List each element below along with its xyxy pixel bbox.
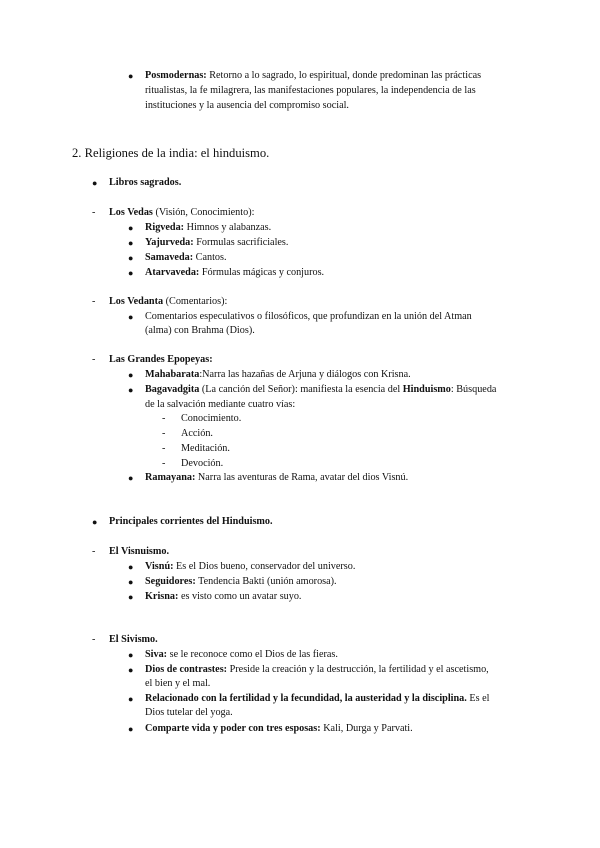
bullet-icon: ● xyxy=(92,517,98,527)
corrientes-title: Principales corrientes del Hinduismo. xyxy=(109,516,273,527)
bullet-icon: ● xyxy=(128,473,134,483)
item-term: Bagavadgita xyxy=(145,384,200,395)
sivismo-heading xyxy=(109,632,158,647)
contrastes-line-1 xyxy=(145,662,489,677)
bullet-icon: ● xyxy=(128,385,134,395)
item-term: Visnú: xyxy=(145,561,174,572)
list-item xyxy=(145,235,288,250)
vedanta-desc: (Comentarios): xyxy=(163,296,228,307)
vedanta-line-2: (alma) con Brahma (Dios). xyxy=(145,325,255,336)
item-term: Mahabarata xyxy=(145,369,200,380)
section-heading: 2. Religiones de la india: el hinduismo. xyxy=(72,146,270,160)
relacionado-line-2: Dios tutelar del yoga. xyxy=(145,707,233,718)
corrientes-heading xyxy=(109,514,273,529)
esposas-item xyxy=(145,721,413,736)
dash-icon: - xyxy=(162,458,166,469)
vedas-desc: (Visión, Conocimiento): xyxy=(152,207,255,218)
posmodernas-line-1 xyxy=(145,68,481,83)
dash-icon: - xyxy=(92,207,96,218)
bullet-icon: ● xyxy=(128,370,134,380)
item-term: Seguidores: xyxy=(145,576,196,587)
sivismo-title: El Sivismo. xyxy=(109,634,158,645)
vedanta-title: Los Vedanta xyxy=(109,296,164,307)
list-item: Devoción. xyxy=(181,458,224,469)
posmodernas-line-3: instituciones y la ausencia del compromiso social. xyxy=(145,100,349,111)
bullet-icon: ● xyxy=(128,650,134,660)
epopeyas-title: Las Grandes Epopeyas: xyxy=(109,354,213,365)
item-text: Tendencia Bakti (unión amorosa). xyxy=(195,576,337,587)
list-item xyxy=(145,250,227,265)
dash-icon: - xyxy=(92,296,96,307)
bagavadgita-line-2: de la salvación mediante cuatro vías: xyxy=(145,399,296,410)
list-item: Acción. xyxy=(181,428,213,439)
item-text: Kali, Durga y Parvati. xyxy=(320,723,413,734)
epopeyas-heading xyxy=(109,352,213,367)
item-text: Himnos y alabanzas. xyxy=(184,222,272,233)
posmodernas-term: Posmodernas: xyxy=(145,70,207,81)
item-text: : Búsqueda xyxy=(450,384,497,395)
dash-icon: - xyxy=(92,634,96,645)
item-text: se le reconoce como el Dios de las fieras. xyxy=(167,649,338,660)
item-text: es visto como un avatar suyo. xyxy=(178,591,302,602)
item-term: Yajurveda: xyxy=(145,237,194,248)
list-item: Conocimiento. xyxy=(181,413,242,424)
mahabarata-item xyxy=(145,367,411,382)
bullet-icon: ● xyxy=(128,665,134,675)
item-term: Krisna: xyxy=(145,591,179,602)
bullet-icon: ● xyxy=(128,694,134,704)
vedanta-line-1: Comentarios especulativos o filosóficos, que profundizan en la unión del Atman xyxy=(145,311,472,322)
bullet-icon: ● xyxy=(128,223,134,233)
visnuismo-heading xyxy=(109,544,169,559)
list-item xyxy=(145,559,355,574)
item-text: Cantos. xyxy=(193,252,227,263)
bullet-icon: ● xyxy=(128,71,134,81)
bullet-icon: ● xyxy=(128,724,134,734)
item-term: Ramayana: xyxy=(145,472,196,483)
bullet-icon: ● xyxy=(128,592,134,602)
item-text: Preside la creación y la destrucción, la fertilidad y el ascetismo, xyxy=(227,664,489,675)
item-term: Relacionado con la fertilidad y la fecundidad, la austeridad y la disciplina. xyxy=(145,693,467,704)
bullet-icon: ● xyxy=(128,253,134,263)
item-term: Hinduismo xyxy=(402,384,451,395)
list-item xyxy=(145,220,271,235)
list-item: Meditación. xyxy=(181,443,230,454)
item-text: (La canción del Señor): manifiesta la esencia del xyxy=(199,384,403,395)
item-term: Siva: xyxy=(145,649,168,660)
bullet-icon: ● xyxy=(128,312,134,322)
list-item xyxy=(145,265,324,280)
item-text: Es el xyxy=(466,693,490,704)
item-text: Es el Dios bueno, conservador del universo. xyxy=(173,561,356,572)
bagavadgita-line-1 xyxy=(145,382,496,397)
vedanta-heading xyxy=(109,294,227,309)
item-term: Rigveda: xyxy=(145,222,185,233)
item-term: Dios de contrastes: xyxy=(145,664,228,675)
ramayana-item xyxy=(145,470,408,485)
item-term: Atarvaveda: xyxy=(145,267,200,278)
libros-title: Libros sagrados. xyxy=(109,177,182,188)
bullet-icon: ● xyxy=(128,268,134,278)
item-text: Narra las aventuras de Rama, avatar del dios Visnú. xyxy=(195,472,409,483)
list-item xyxy=(145,589,301,604)
bullet-icon: ● xyxy=(128,577,134,587)
vedas-title: Los Vedas xyxy=(109,207,153,218)
bullet-icon: ● xyxy=(128,238,134,248)
contrastes-line-2: el bien y el mal. xyxy=(145,678,211,689)
posmodernas-text: Retorno a lo sagrado, lo espiritual, donde predominan las prácticas xyxy=(206,70,482,81)
visnuismo-title: El Visnuismo. xyxy=(109,546,170,557)
siva-item xyxy=(145,647,338,662)
bullet-icon: ● xyxy=(128,562,134,572)
list-item xyxy=(145,574,337,589)
relacionado-line-1 xyxy=(145,691,489,706)
dash-icon: - xyxy=(162,413,166,424)
dash-icon: - xyxy=(162,443,166,454)
vedas-heading xyxy=(109,205,254,220)
item-term: Samaveda: xyxy=(145,252,194,263)
bullet-icon: ● xyxy=(92,178,98,188)
item-term: Comparte vida y poder con tres esposas: xyxy=(145,723,321,734)
libros-heading xyxy=(109,175,181,190)
dash-icon: - xyxy=(92,354,96,365)
posmodernas-line-2: ritualistas, la fe milagrera, las manifestaciones populares, la independencia de las xyxy=(145,85,476,96)
item-text: Fórmulas mágicas y conjuros. xyxy=(199,267,325,278)
dash-icon: - xyxy=(162,428,166,439)
item-text: :Narra las hazañas de Arjuna y diálogos con Krisna. xyxy=(199,369,411,380)
item-text: Formulas sacrificiales. xyxy=(193,237,289,248)
dash-icon: - xyxy=(92,546,96,557)
